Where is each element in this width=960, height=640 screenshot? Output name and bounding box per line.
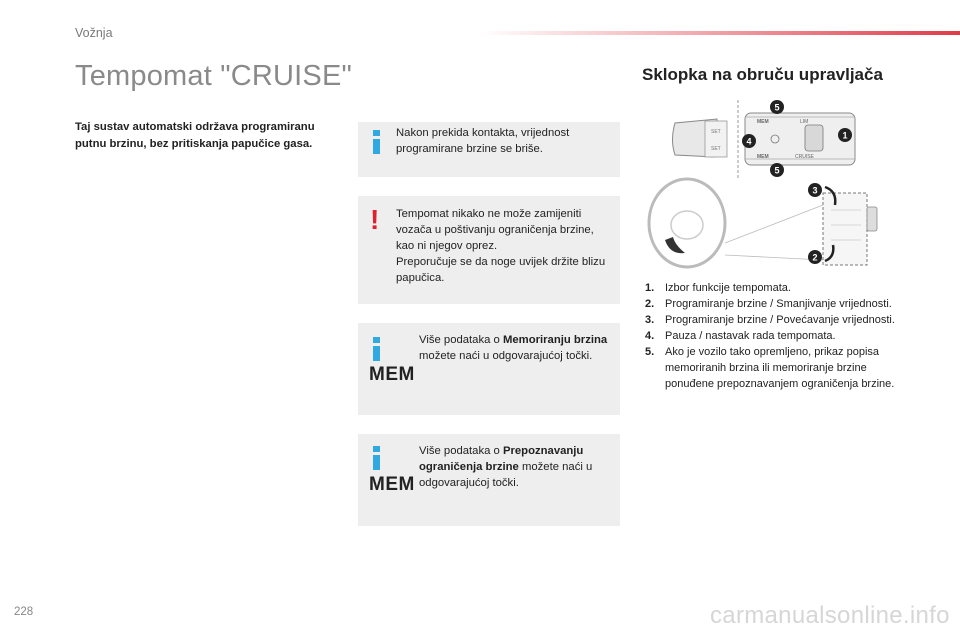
control-legend <box>645 280 915 392</box>
section-title: Sklopka na obruču upravljača <box>642 65 883 84</box>
legend-item: 4. Pauza / nastavak rada tempomata. <box>645 330 836 342</box>
label-mem-bottom: MEM <box>757 154 769 160</box>
mem-logo: MEM <box>369 364 415 385</box>
callout-5-bottom <box>770 163 784 177</box>
warning-icon: ! <box>370 204 380 235</box>
legend-item: 5. Ako je vozilo tako opremljeno, prikaz popisa memoriranih brzina ili memoriranje brzine ponuđene prepoznavanjem ograničenja brzine. <box>645 346 895 390</box>
note-contact-text: Nakon prekida kontakta, vrijednost programirane brzine se briše. <box>396 127 570 155</box>
intro-text: Taj sustav automatski održava programiranu putnu brzinu, bez pritiskanja papučice gasa. <box>75 121 315 150</box>
info-icon <box>373 446 380 470</box>
note-warning-text <box>396 206 614 286</box>
left-stalk <box>673 119 728 157</box>
note-mem-speeds <box>358 323 620 415</box>
note-warning <box>358 196 620 304</box>
note-prefix: Više podataka o <box>419 334 503 346</box>
header-accent-bar <box>480 31 960 35</box>
legend-item: 3. Programiranje brzine / Povećavanje vrijednosti. <box>645 314 895 326</box>
label-lim: LIM <box>800 119 809 125</box>
note-prefix: Više podataka o <box>419 445 503 457</box>
note-mem-recognition <box>358 434 620 526</box>
note-suffix: možete naći u odgovarajućoj točki. <box>419 350 593 362</box>
label-mem-top: MEM <box>757 119 769 125</box>
svg-text:3: 3 <box>812 185 818 196</box>
steering-wheel-diagram <box>645 95 895 275</box>
callout-3 <box>808 183 822 197</box>
svg-text:5: 5 <box>774 102 780 113</box>
legend-item: 1. Izbor funkcije tempomata. <box>645 282 791 294</box>
callout-4 <box>742 134 756 148</box>
label-set-minus: SET <box>711 146 721 152</box>
note-mem-speeds-text <box>419 332 614 364</box>
label-set-plus: SET <box>711 129 721 135</box>
svg-text:2: 2 <box>812 252 818 263</box>
info-icon <box>373 337 380 361</box>
note-bold: Memoriranju brzina <box>502 334 608 346</box>
note-contact <box>358 122 620 177</box>
note-suffix: možete naći u odgovarajućoj točki. <box>419 461 593 489</box>
note-warning-line2: Preporučuje se da noge uvijek držite blizu papučica. <box>396 256 606 284</box>
cruise-control-stalk <box>745 113 855 165</box>
callout-2 <box>808 250 822 264</box>
svg-text:5: 5 <box>774 165 780 176</box>
callout-5-top <box>770 100 784 114</box>
watermark: carmanualsonline.info <box>710 602 950 629</box>
page-number: 228 <box>14 606 34 618</box>
callout-1 <box>838 128 852 142</box>
mem-logo: MEM <box>369 474 415 495</box>
note-mem-recognition-text <box>419 443 614 491</box>
section-label: Vožnja <box>75 26 113 40</box>
note-warning-line1: Tempomat nikako ne može zamijeniti vozača u poštivanju ograničenja brzine, kao ni njegov oprez. <box>396 208 594 252</box>
page-title: Tempomat "CRUISE" <box>75 60 353 92</box>
info-icon <box>373 130 380 154</box>
legend-item: 2. Programiranje brzine / Smanjivanje vrijednosti. <box>645 298 892 310</box>
svg-text:1: 1 <box>842 130 848 141</box>
note-bold: Prepoznavanju ograničenja brzine <box>419 445 584 473</box>
steering-wheel-icon <box>649 179 725 267</box>
label-cruise: CRUISE <box>795 154 814 160</box>
svg-text:4: 4 <box>746 136 752 147</box>
